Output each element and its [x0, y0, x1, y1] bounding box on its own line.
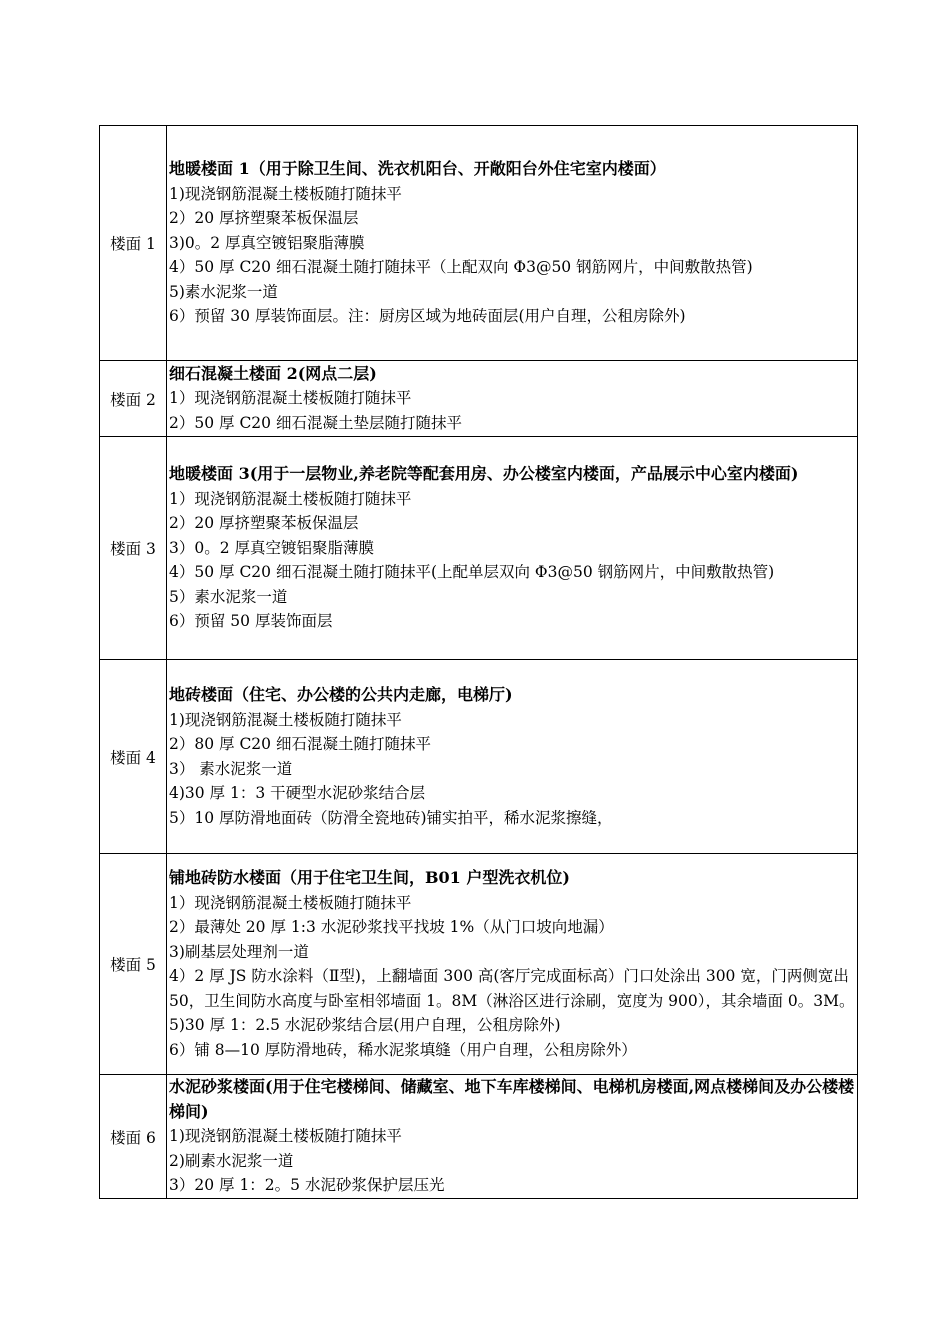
table-row [100, 660, 858, 854]
list-item: 2）50 厚 C20 细石混凝土垫层随打随抹平 [169, 413, 462, 432]
list-item: 6）铺 8—10 厚防滑地砖，稀水泥浆填缝（用户自理，公租房除外） [169, 1040, 637, 1059]
row-content [167, 660, 858, 854]
table-row [100, 126, 858, 361]
row-label: 楼面 6 [100, 1075, 167, 1199]
list-item: 6）预留 30 厚装饰面层。注：厨房区域为地砖面层(用户自理，公租房除外) [169, 307, 686, 326]
list-item: 1）现浇钢筋混凝土楼板随打随抹平 [169, 893, 412, 912]
list-item: 2)刷素水泥浆一道 [169, 1151, 294, 1170]
list-item: 5)素水泥浆一道 [169, 282, 278, 301]
list-item: 4）50 厚 C20 细石混凝土随打随抹平(上配单层双向 Φ3@50 钢筋网片，中间敷散热管) [169, 563, 775, 582]
list-item: 3)刷基层处理剂一道 [169, 942, 309, 961]
table-row [100, 854, 858, 1075]
row-heading: 水泥砂浆楼面(用于住宅楼梯间、储藏室、地下车库楼梯间、电梯机房楼面,网点楼梯间及办公楼楼梯间) [169, 1077, 855, 1121]
row-heading: 地砖楼面（住宅、办公楼的公共内走廊，电梯厅) [169, 685, 513, 704]
list-item: 4）2 厚 JS 防水涂料（Ⅱ型)，上翻墙面 300 高(客厅完成面标高）门口处涂出 300 宽，门两侧宽出 50，卫生间防水高度与卧室相邻墙面 1。8M（淋浴区进行涂刷，宽度为 900），其余墙面 0。3M。 [169, 967, 855, 1010]
list-item: 2）80 厚 C20 细石混凝土随打随抹平 [169, 735, 431, 753]
list-item: 3）0。2 厚真空镀铝聚脂薄膜 [169, 538, 375, 557]
row-label: 楼面 4 [100, 660, 167, 854]
row-label: 楼面 3 [100, 437, 167, 660]
table-row [100, 1075, 858, 1199]
row-label: 楼面 2 [100, 361, 167, 437]
row-label: 楼面 1 [100, 126, 167, 361]
list-item: 5）10 厚防滑地面砖（防滑全瓷地砖)铺实拍平，稀水泥浆擦缝， [169, 808, 613, 827]
row-content [167, 1075, 858, 1199]
list-item: 1）现浇钢筋混凝土楼板随打随抹平 [169, 489, 412, 508]
table-row [100, 437, 858, 660]
list-item: 2）最薄处 20 厚 1:3 水泥砂浆找平找坡 1%（从门口坡向地漏） [169, 918, 614, 936]
table-row [100, 361, 858, 437]
row-heading: 地暖楼面 3(用于一层物业,养老院等配套用房、办公楼室内楼面，产品展示中心室内楼面) [169, 464, 799, 484]
list-item: 6）预留 50 厚装饰面层 [169, 612, 333, 631]
list-item: 1)现浇钢筋混凝土楼板随打随抹平 [169, 1127, 402, 1146]
row-heading: 地暖楼面 1（用于除卫生间、洗衣机阳台、开敞阳台外住宅室内楼面） [169, 159, 666, 179]
list-item: 5)30 厚 1：2.5 水泥砂浆结合层(用户自理，公租房除外) [169, 1016, 561, 1034]
floor-spec-table [99, 125, 858, 1199]
list-item: 4)30 厚 1：3 干硬型水泥砂浆结合层 [169, 784, 426, 802]
list-item: 1)现浇钢筋混凝土楼板随打随抹平 [169, 710, 402, 729]
list-item: 1）现浇钢筋混凝土楼板随打随抹平 [169, 389, 412, 408]
row-heading: 细石混凝土楼面 2(网点二层) [169, 363, 377, 383]
list-item: 4）50 厚 C20 细石混凝土随打随抹平（上配双向 Φ3@50 钢筋网片，中间敷散热管) [169, 258, 753, 277]
list-item: 3）20 厚 1：2。5 水泥砂浆保护层压光 [169, 1176, 445, 1195]
list-item: 2）20 厚挤塑聚苯板保温层 [169, 209, 359, 228]
row-label: 楼面 5 [100, 854, 167, 1075]
list-item: 2）20 厚挤塑聚苯板保温层 [169, 514, 359, 533]
row-content [167, 126, 858, 361]
list-item: 5）素水泥浆一道 [169, 587, 288, 606]
list-item: 1)现浇钢筋混凝土楼板随打随抹平 [169, 184, 402, 203]
list-item: 3） 素水泥浆一道 [169, 759, 293, 778]
row-content [167, 854, 858, 1075]
row-content [167, 361, 858, 437]
row-content [167, 437, 858, 660]
row-heading: 铺地砖防水楼面（用于住宅卫生间，B01 户型洗衣机位) [169, 868, 570, 887]
list-item: 3)0。2 厚真空镀铝聚脂薄膜 [169, 233, 365, 252]
